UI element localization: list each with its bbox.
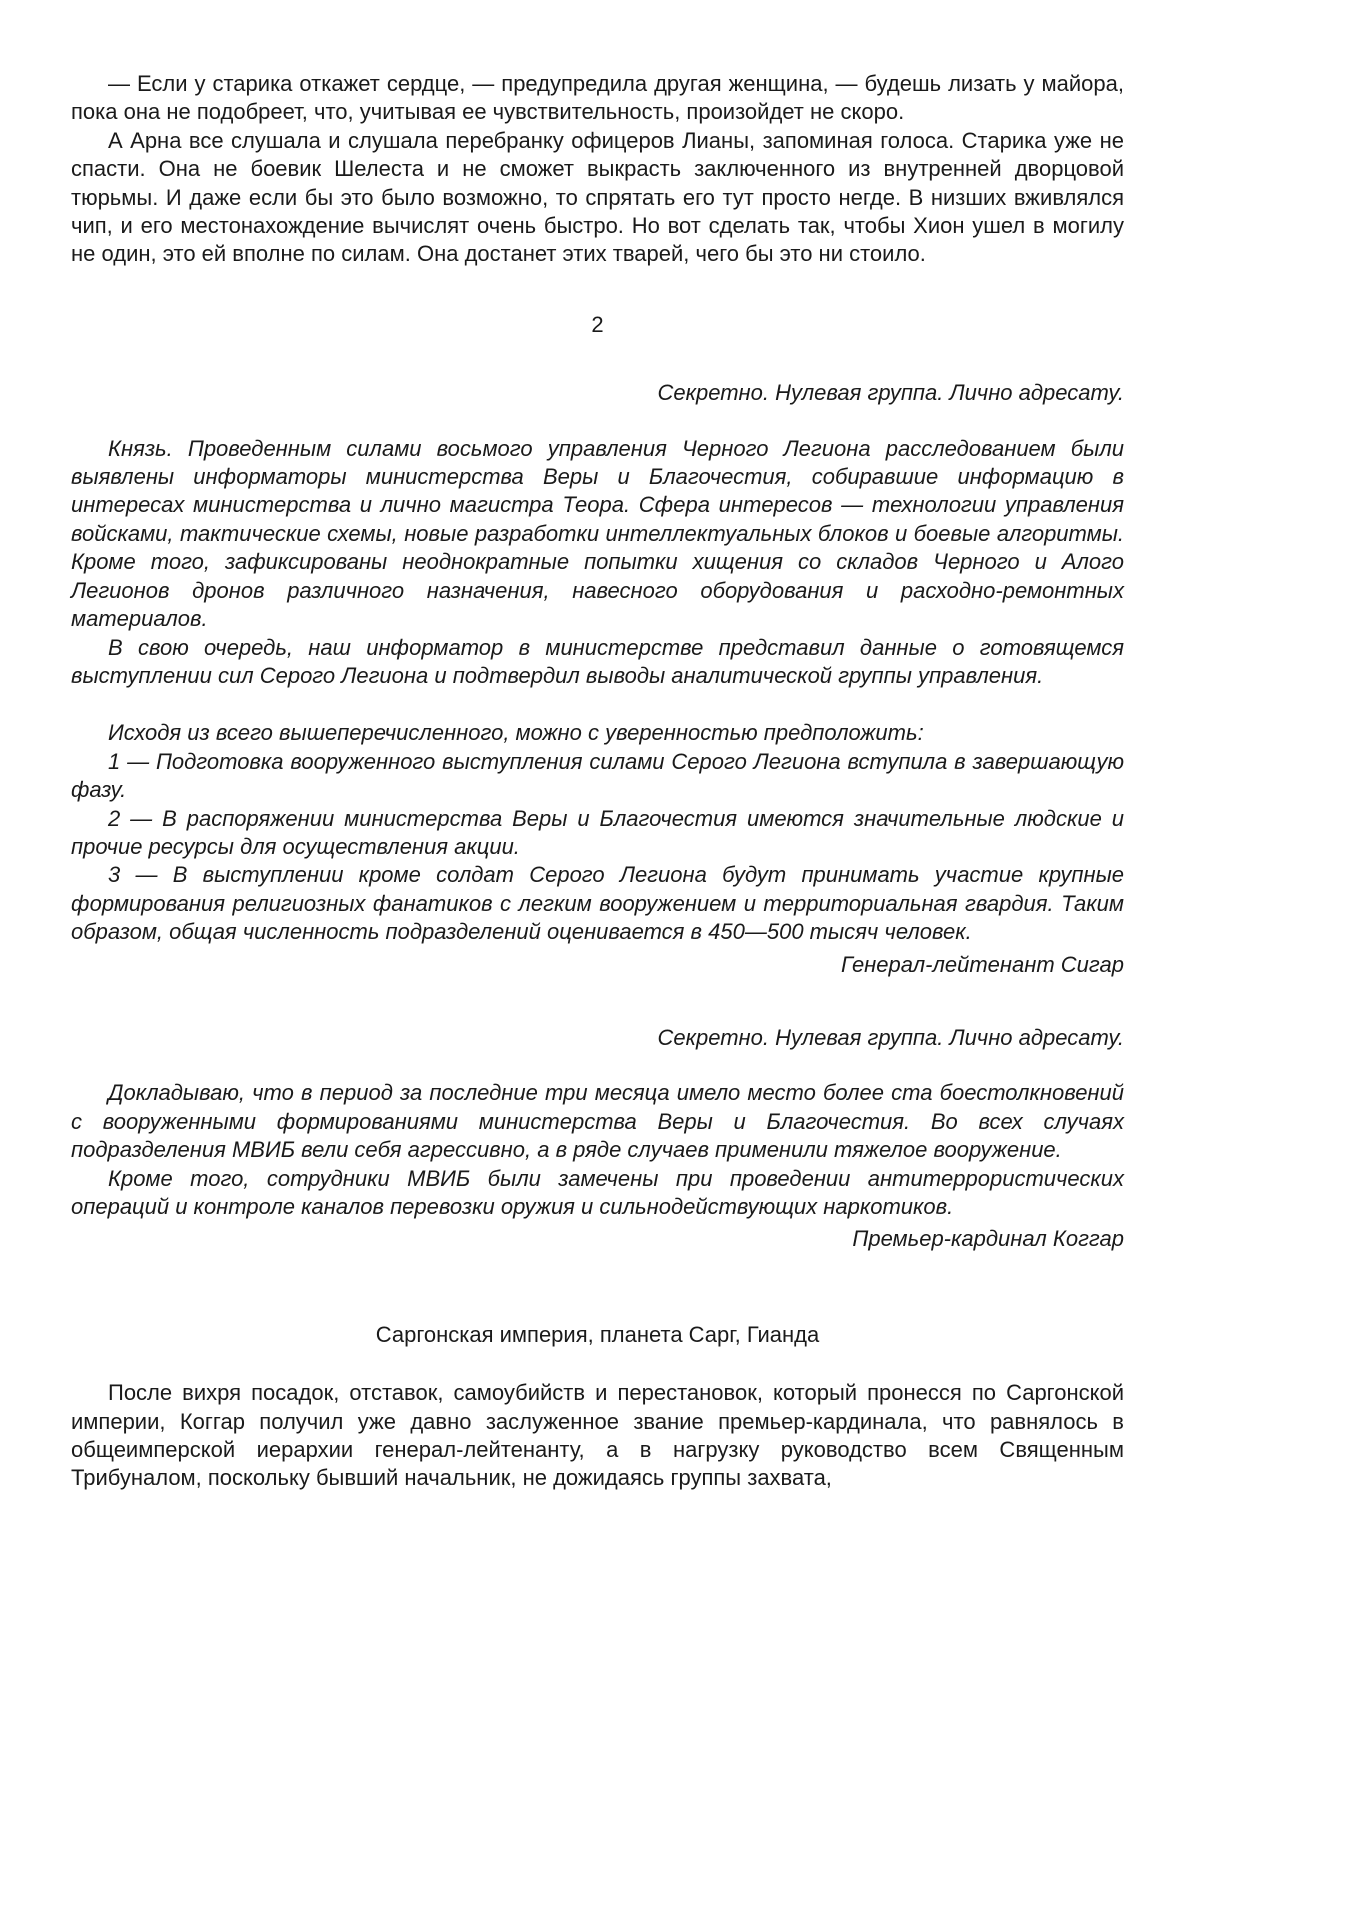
memo1-list-item-1: 1 — Подготовка вооруженного выступления силами Серого Легиона вступила в завершающую фазу. bbox=[71, 748, 1124, 803]
memo2-header: Секретно. Нулевая группа. Лично адресату. bbox=[657, 1024, 1124, 1050]
memo1-list-item-2: 2 — В распоряжении министерства Веры и Благочестия имеются значительные людские и прочие ресурсы для осуществления акции. bbox=[71, 805, 1124, 859]
closing-section bbox=[71, 1379, 1124, 1493]
intro-paragraph-1: — Если у старика откажет сердце, — предупредила другая женщина, — будешь лизать у майора, пока она не подобреет, что, учитывая ее чувствительность, произойдет не скоро. bbox=[71, 71, 1124, 125]
memo2-paragraph-1: Докладываю, что в период за последние три месяца имело место более ста боестолкновений с вооруженными формированиями министерства Веры и Благочестия. Во всех случаях подразделения МВИБ вели себя агрессивно, а в ряде случаев применили тяжелое вооружение. bbox=[71, 1080, 1124, 1163]
memo1-paragraph-1: Князь. Проведенным силами восьмого управления Черного Легиона расследованием были выявлены информаторы министерства Веры и Благочестия, собиравшие информацию в интересах министерства и лично магистра Теора. Сфера интересов — технологии управления войсками, тактические схемы, новые разработки интеллектуальных блоков и боевые алгоритмы. Кроме того, зафиксированы неоднократные попытки хищения со складов Черного и Алого Легионов дронов различного назначения, навесного оборудования и расходно-ремонтных материалов. bbox=[71, 435, 1124, 632]
memo1-paragraph-2: В свою очередь, наш информатор в министерстве представил данные о готовящемся выступлении сил Серого Легиона и подтвердил выводы аналитической группы управления. bbox=[71, 634, 1124, 688]
closing-paragraph: После вихря посадок, отставок, самоубийств и перестановок, который пронесся по Саргонской империи, Коггар получил уже давно заслуженное звание премьер-кардинала, что равнялось в общеимперской иерархии генерал-лейтенанту, а в нагрузку руководство всем Священным Трибуналом, поскольку бывший начальник, не дожидаясь группы захвата, bbox=[71, 1380, 1124, 1491]
memo1-list-item-3: 3 — В выступлении кроме солдат Серого Легиона будут принимать участие крупные формирования религиозных фанатиков с легким вооружением и территориальная гвардия. Таким образом, общая численность подразделений оценивается в 450—500 тысяч человек. bbox=[71, 862, 1124, 945]
memo1-signature: Генерал-лейтенант Сигар bbox=[840, 951, 1124, 977]
location-heading: Саргонская империя, планета Сарг, Гианда bbox=[375, 1321, 820, 1347]
chapter-number: 2 bbox=[591, 311, 604, 337]
memo1-list-intro: Исходя из всего вышеперечисленного, можно с уверенностью предположить: bbox=[108, 720, 924, 746]
memo2-paragraph-2: Кроме того, сотрудники МВИБ были замечены при проведении антитеррористических операций и контроле каналов перевозки оружия и сильнодействующих наркотиков. bbox=[71, 1165, 1124, 1219]
memo2-signature: Премьер-кардинал Коггар bbox=[852, 1226, 1124, 1252]
intro-section bbox=[71, 70, 1124, 269]
document-page bbox=[71, 70, 1124, 1493]
memo1-header: Секретно. Нулевая группа. Лично адресату. bbox=[657, 380, 1124, 406]
memo-section-2 bbox=[71, 1024, 1124, 1254]
intro-paragraph-2: А Арна все слушала и слушала перебранку офицеров Лианы, запоминая голоса. Старика уже не спасти. Она не боевик Шелеста и не сможет выкрасть заключенного из внутренней дворцовой тюрьмы. И даже если бы это было возможно, то спрятать его тут просто негде. В низших вживлялся чип, и его местонахождение вычислят очень быстро. Но вот сделать так, чтобы Хион ушел в могилу не один, это ей вполне по силам. Она достанет этих тварей, чего бы это ни стоило. bbox=[71, 127, 1124, 267]
memo-section-1 bbox=[71, 379, 1124, 979]
